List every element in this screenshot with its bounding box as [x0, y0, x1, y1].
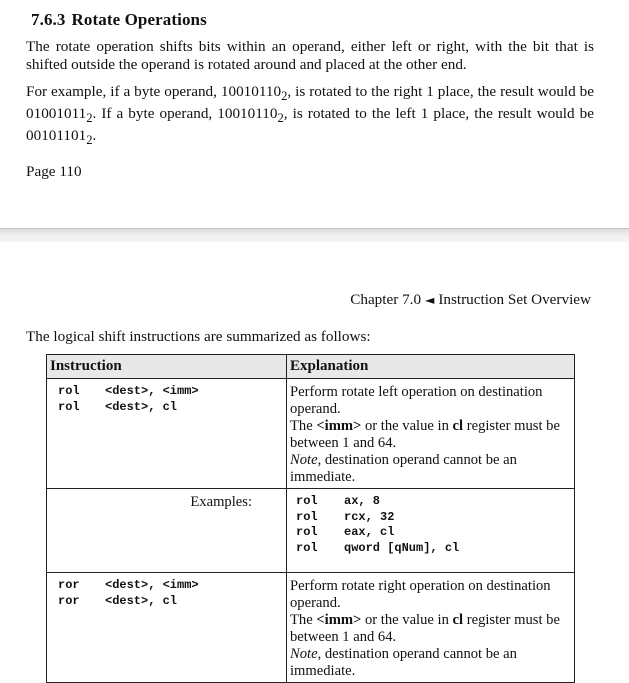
- base-subscript: 2: [86, 111, 93, 126]
- chapter-number: Chapter 7.0: [350, 291, 422, 308]
- chapter-title: Instruction Set Overview: [438, 291, 591, 308]
- base-subscript: 2: [281, 89, 288, 104]
- code-line: rol eax, cl: [296, 525, 395, 539]
- intro-text: The logical shift instructions are summarized as follows:: [26, 328, 371, 345]
- section-title: Rotate Operations: [71, 10, 207, 29]
- section-heading: [31, 10, 207, 30]
- examples-label: Examples:: [47, 489, 287, 573]
- code-line: rol rcx, 32: [296, 509, 395, 524]
- chapter-header: [350, 291, 591, 309]
- instruction-column-header: Instruction: [47, 355, 287, 379]
- ror-syntax: [47, 573, 287, 683]
- section-number: 7.6.3: [31, 10, 66, 29]
- code-line: rol ax, 8: [296, 494, 381, 508]
- instruction-table: [46, 354, 575, 683]
- code-line: rol <dest>, <imm>: [58, 384, 199, 398]
- page-number: Page 110: [26, 163, 82, 180]
- code-line: ror <dest>, <imm>: [58, 578, 199, 592]
- table-header-row: [47, 355, 575, 379]
- ror-explanation: Perform rotate right operation on destination operand. The <imm> or the value in cl register must be between 1 and 64. Note, destination operand cannot be an immediate.: [287, 573, 575, 683]
- rol-syntax: [47, 379, 287, 489]
- base-subscript: 2: [277, 111, 284, 126]
- table-row-rol-examples: [47, 489, 575, 573]
- rol-explanation: Perform rotate left operation on destination operand. The <imm> or the value in cl register must be between 1 and 64. Note, destination operand cannot be an immediate.: [287, 379, 575, 489]
- table-row-rol: [47, 379, 575, 489]
- code-line: rol <dest>, cl: [58, 399, 178, 414]
- code-line: ror <dest>, cl: [58, 593, 178, 608]
- explanation-column-header: Explanation: [287, 355, 575, 379]
- left-arrow-icon: ◄: [425, 293, 435, 307]
- base-subscript: 2: [86, 133, 93, 148]
- rotate-example-paragraph: For example, if a byte operand, $10010110_2$, is rotated to the right 1 place, the result would be $01001011_2$. If a byte operand, $10010110_2$, is rotated to the left 1 place, the result would be $00101101_2$.: [26, 83, 595, 148]
- previous-page: [0, 0, 629, 228]
- page-separator: [0, 228, 629, 243]
- rol-examples: [287, 489, 575, 573]
- table-row-ror: [47, 573, 575, 683]
- code-line: rol qword [qNum], cl: [296, 540, 460, 555]
- rotate-description: The rotate operation shifts bits within an operand, either left or right, with the bit that is shifted outside the operand is rotated around and placed at the other end.: [26, 38, 594, 73]
